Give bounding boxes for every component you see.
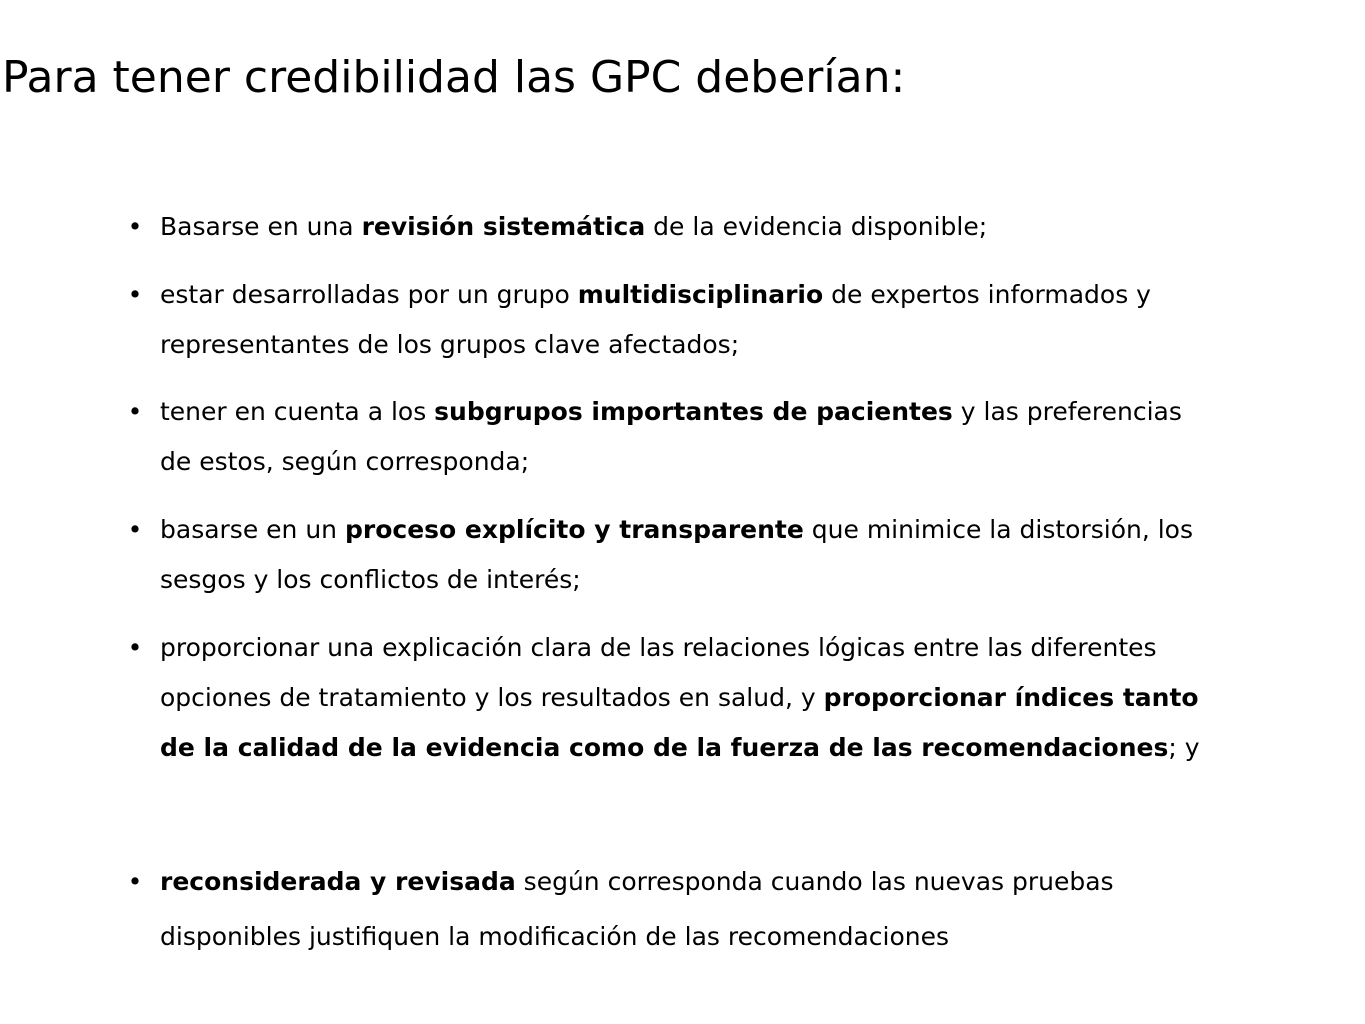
list-item (127, 270, 1200, 370)
item-text: según corresponda cuando las nuevas pruebas disponibles justifiquen la modificación de las recomendaciones (160, 867, 1114, 951)
item-text: Basarse en una (160, 212, 362, 241)
bullet-dot-icon: • (127, 515, 143, 544)
list-item (127, 505, 1200, 605)
list-item (127, 623, 1200, 773)
bullet-dot-icon: • (127, 397, 143, 426)
bullet-dot-icon: • (127, 867, 143, 896)
item-emphasis: revisión sistemática (361, 212, 646, 241)
list-item (127, 387, 1200, 487)
item-text: ; y (1168, 733, 1200, 762)
item-emphasis: subgrupos importantes de pacientes (434, 397, 953, 426)
item-text: basarse en un (160, 515, 345, 544)
list-item (127, 202, 1200, 252)
bullet-dot-icon: • (127, 633, 143, 662)
item-text: y las preferencias de estos, según corresponda; (160, 397, 1182, 476)
item-text: que minimice la distorsión, los sesgos y los conflictos de interés; (160, 515, 1193, 594)
item-text: proporcionar una explicación clara de las relaciones lógicas entre las diferentes opciones de tratamiento y los resultados en salud, y (160, 633, 1157, 712)
item-emphasis: proceso explícito y transparente (344, 515, 804, 544)
item-emphasis: multidisciplinario (577, 280, 824, 309)
bullet-dot-icon: • (127, 212, 143, 241)
item-text: de expertos informados y representantes de los grupos clave afectados; (160, 280, 1151, 359)
list-item (127, 854, 1200, 964)
item-emphasis: proporcionar índices tanto de la calidad de la evidencia como de la fuerza de las recomendaciones (160, 683, 1199, 762)
bullet-dot-icon: • (127, 280, 143, 309)
item-text: de la evidencia disponible; (645, 212, 988, 241)
item-emphasis: reconsiderada y revisada (160, 867, 516, 896)
item-text: estar desarrolladas por un grupo (160, 280, 578, 309)
item-text: tener en cuenta a los (160, 397, 435, 426)
slide-title: Para tener credibilidad las GPC deberían: (2, 52, 906, 103)
